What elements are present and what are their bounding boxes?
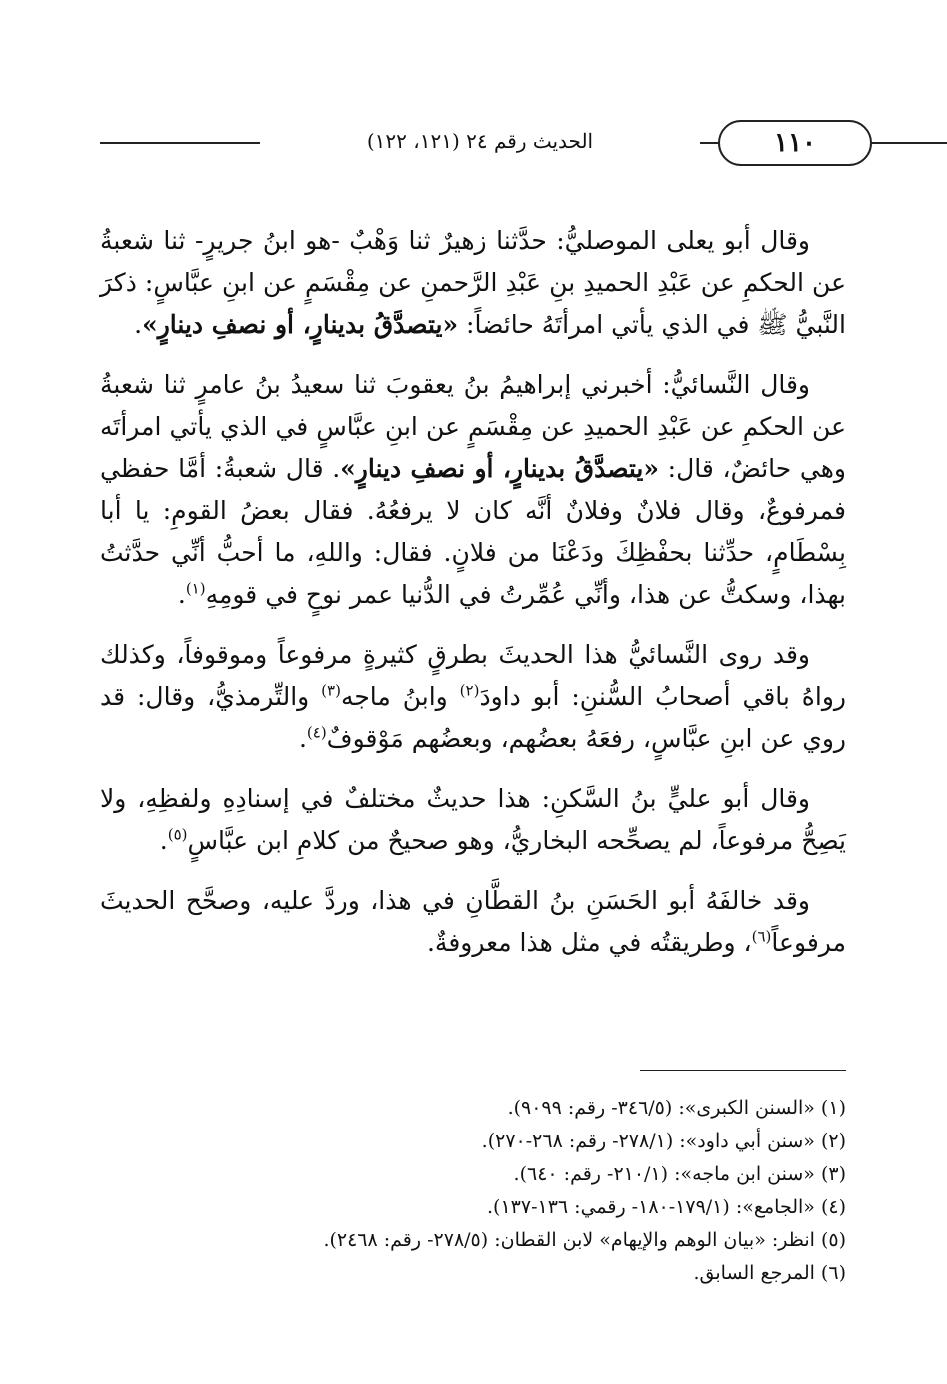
footnote: (٤) «الجامع»: (١٧٩/١-١٨٠- رقمي: ١٣٦-١٣٧). [487, 1196, 846, 1218]
footnote: (٥) انظر: «بيان الوهم والإيهام» لابن القطان: (٢٧٨/٥- رقم: ٢٤٦٨). [323, 1229, 846, 1251]
paragraph-text: وابنُ ماجه [340, 682, 460, 711]
paragraph [100, 778, 846, 862]
footnote-ref[interactable]: (٣) [321, 681, 341, 700]
footnote-ref[interactable]: (٤) [306, 723, 327, 742]
main-text [100, 220, 846, 982]
paragraph-text: . [159, 826, 168, 855]
paragraph [100, 364, 846, 616]
hadith-quote: «يتصدَّقُ بدينارٍ، أو نصفِ دينارٍ» [142, 310, 459, 339]
footnote: (٣) «سنن ابن ماجه»: (٢١٠/١- رقم: ٦٤٠). [513, 1163, 846, 1185]
paragraph-text: . قال شعبةُ: أمَّا حفظي فمرفوعٌ، وقال فلانٌ وفلانٌ أنَّه كان لا يرفعُهُ. فقال بعضُ القومِ: يا أبا بِسْطَامٍ، حدِّثنا بحفْظِكَ ودَعْنَا من فلانٍ. فقال: واللهِ، ما أحبُّ أنِّي حدَّثتُ بهذا، وسكتُّ عن هذا، وأنِّي عُمِّرتُ في الدُّنيا عمر نوحٍ في قومِهِ [100, 454, 846, 609]
page-number: ١١٠ [718, 120, 872, 166]
footnote-ref[interactable]: (٦) [751, 927, 772, 946]
hadith-quote: «يتصدَّقُ بدينارٍ، أو نصفِ دينارٍ» [340, 454, 659, 483]
paragraph-text: وقال النَّسائيُّ: أخبرني إبراهيمُ بنُ يعقوبَ ثنا سعيدُ بنُ عامرٍ ثنا شعبةُ عن الحكمِ عن عَبْدِ الحميدِ عن مِقْسَمٍ عن ابنِ عبَّاسٍ في الذي يأتي امرأتَه وهي حائضٌ، قال: [100, 370, 846, 483]
footnote: (١) «السنن الكبرى»: (٣٤٦/٥- رقم: ٩٠٩٩). [507, 1097, 846, 1119]
footnote-ref[interactable]: (٢) [459, 681, 480, 700]
paragraph [100, 220, 846, 346]
paragraph-text: وقال أبو عليٍّ بنُ السَّكنِ: هذا حديثٌ مختلفٌ في إسنادِهِ ولفظِهِ، ولا يَصِحُّ مرفوعاً، لم يصحِّحه البخاريُّ، وهو صحيحٌ من كلامِ ابن عبَّاسٍ [100, 784, 846, 855]
footnotes [100, 1092, 846, 1290]
footnote: (٢) «سنن أبي داود»: (٢٧٨/١- رقم: ٢٦٨-٢٧٠). [481, 1130, 846, 1152]
footnote-ref[interactable]: (٥) [167, 825, 188, 844]
paragraph-text: وقد روى النَّسائيُّ هذا الحديثَ بطرقٍ كثيرةٍ مرفوعاً وموقوفاً، وكذلك رواهُ باقي أصحابُ السُّننِ: أبو داودَ [100, 640, 846, 711]
header-rule-right [870, 142, 947, 144]
paragraph-text: . [298, 724, 307, 753]
paragraph-text: . [134, 310, 143, 339]
paragraph-text: ، وطريقتُه في مثل هذا معروفةٌ. [426, 928, 752, 957]
footnote-ref[interactable]: (١) [185, 579, 206, 598]
running-title: الحديث رقم ٢٤ (١٢١، ١٢٢) [260, 126, 700, 156]
paragraph [100, 880, 846, 964]
paragraph [100, 634, 846, 760]
footnote: (٦) المرجع السابق. [693, 1262, 846, 1284]
paragraph-text: وقد خالفَهُ أبو الحَسَنِ بنُ القطَّانِ في هذا، وردَّ عليه، وصحَّح الحديثَ مرفوعاً [100, 886, 846, 957]
paragraph-text: . [177, 580, 186, 609]
paragraph-text: والتِّرمذيُّ، وقال: قد روي عن ابنِ عبَّاسٍ، رفعَهُ بعضُهم، وبعضُهم مَوْقوفٌ [100, 682, 846, 753]
page-header [100, 118, 850, 168]
paragraph-text: وقال أبو يعلى الموصليُّ: حدَّثنا زهيرٌ ثنا وَهْبٌ -هو ابنُ جريرٍ- ثنا شعبةُ عن الحكمِ عن عَبْدِ الحميدِ بنِ عَبْدِ الرَّحمنِ عن مِقْسَمٍ عن ابنِ عبَّاسٍ: ذكرَ النَّبيُّ ﷺ في الذي يأتي امرأتَهُ حائضاً: [100, 226, 846, 339]
footnote-separator [640, 1070, 846, 1071]
